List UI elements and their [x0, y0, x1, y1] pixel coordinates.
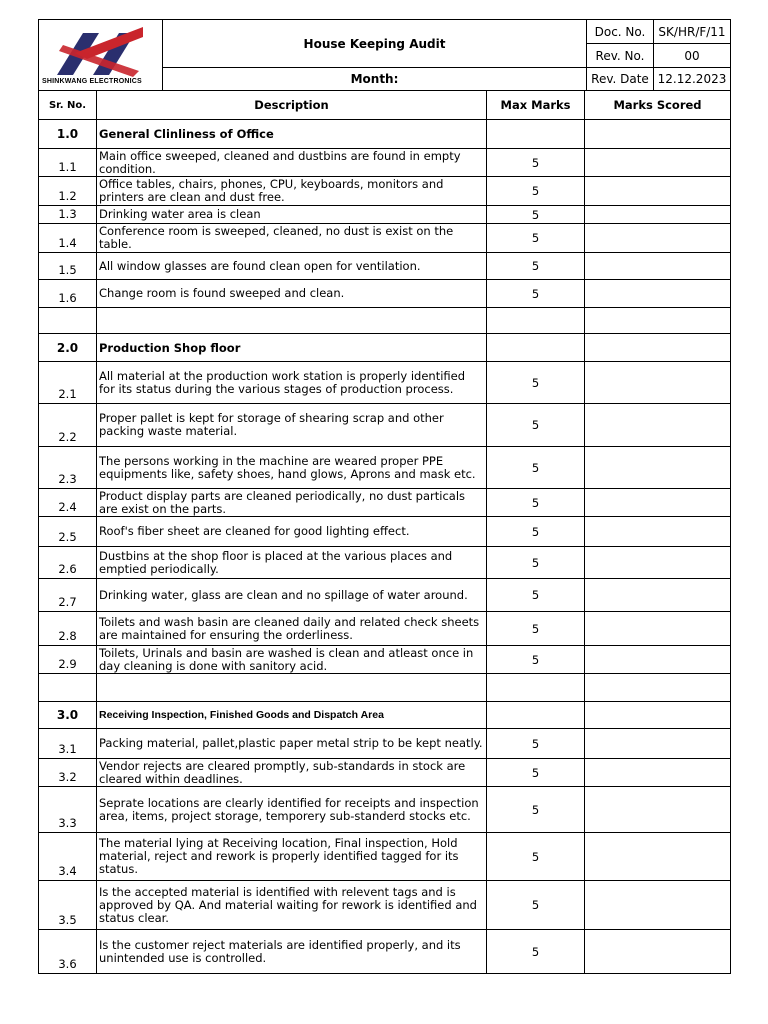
section-number: 2.0 — [39, 334, 97, 362]
blank-row — [39, 674, 731, 702]
item-description: All material at the production work station is properly identified for its status during the various stages of production process. — [97, 362, 487, 404]
marks-scored-cell[interactable] — [585, 224, 731, 253]
marks-scored-cell[interactable] — [585, 612, 731, 646]
item-description: Product display parts are cleaned periodically, no dust particals are exist on the parts. — [97, 489, 487, 517]
item-number: 1.5 — [39, 253, 97, 280]
item-number: 3.1 — [39, 729, 97, 759]
company-logo-icon — [53, 23, 149, 79]
marks-scored-cell[interactable] — [585, 702, 731, 729]
item-number: 1.6 — [39, 280, 97, 308]
max-marks-value: 5 — [487, 547, 585, 579]
item-number: 2.9 — [39, 646, 97, 674]
item-description: Seprate locations are clearly identified for receipts and inspection area, items, project storage, temporery sub-standerd stocks etc. — [97, 787, 487, 833]
item-number: 2.7 — [39, 579, 97, 612]
table-row — [39, 930, 731, 974]
item-description: All window glasses are found clean open for ventilation. — [97, 253, 487, 280]
max-marks-value: 5 — [487, 579, 585, 612]
col-header-sr: Sr. No. — [39, 91, 97, 120]
max-marks-cell — [487, 702, 585, 729]
marks-scored-cell[interactable] — [585, 362, 731, 404]
table-row — [39, 149, 731, 177]
rev-date-label: Rev. Date — [587, 68, 654, 91]
item-number: 3.5 — [39, 881, 97, 930]
table-row — [39, 224, 731, 253]
max-marks-value: 5 — [487, 489, 585, 517]
item-number: 1.3 — [39, 206, 97, 224]
table-row — [39, 253, 731, 280]
item-description: Is the accepted material is identified with relevent tags and is approved by QA. And material waiting for rework is identified and status clear. — [97, 881, 487, 930]
item-description: Proper pallet is kept for storage of shearing scrap and other packing waste material. — [97, 404, 487, 447]
marks-scored-cell[interactable] — [585, 489, 731, 517]
table-row — [39, 612, 731, 646]
max-marks-value: 5 — [487, 517, 585, 547]
table-row — [39, 833, 731, 881]
max-marks-value: 5 — [487, 206, 585, 224]
item-description: The persons working in the machine are weared proper PPE equipments like, safety shoes, hand glows, Aprons and mask etc. — [97, 447, 487, 489]
section-title: Production Shop floor — [97, 334, 487, 362]
audit-table — [38, 90, 731, 974]
max-marks-value: 5 — [487, 253, 585, 280]
table-row — [39, 489, 731, 517]
max-marks-value: 5 — [487, 404, 585, 447]
max-marks-value: 5 — [487, 224, 585, 253]
item-description: Is the customer reject materials are identified properly, and its unintended use is controlled. — [97, 930, 487, 974]
table-row — [39, 517, 731, 547]
item-number: 2.2 — [39, 404, 97, 447]
marks-scored-cell[interactable] — [585, 759, 731, 787]
marks-scored-cell[interactable] — [585, 579, 731, 612]
marks-scored-cell[interactable] — [585, 547, 731, 579]
section-row — [39, 334, 731, 362]
marks-scored-cell[interactable] — [585, 646, 731, 674]
marks-scored-cell[interactable] — [585, 120, 731, 149]
table-row — [39, 177, 731, 206]
max-marks-value: 5 — [487, 280, 585, 308]
section-title: General Clinliness of Office — [97, 120, 487, 149]
table-row — [39, 280, 731, 308]
section-row — [39, 702, 731, 729]
col-header-description: Description — [97, 91, 487, 120]
rev-date-value: 12.12.2023 — [654, 68, 731, 91]
item-number: 2.6 — [39, 547, 97, 579]
section-number: 1.0 — [39, 120, 97, 149]
max-marks-value: 5 — [487, 787, 585, 833]
marks-scored-cell[interactable] — [585, 930, 731, 974]
item-description: Dustbins at the shop floor is placed at the various places and emptied periodically. — [97, 547, 487, 579]
item-description: Conference room is sweeped, cleaned, no dust is exist on the table. — [97, 224, 487, 253]
marks-scored-cell[interactable] — [585, 334, 731, 362]
item-number: 2.4 — [39, 489, 97, 517]
marks-scored-cell[interactable] — [585, 177, 731, 206]
rev-no-label: Rev. No. — [587, 44, 654, 68]
table-row — [39, 404, 731, 447]
marks-scored-cell[interactable] — [585, 404, 731, 447]
section-number: 3.0 — [39, 702, 97, 729]
marks-scored-cell[interactable] — [585, 833, 731, 881]
item-number: 3.2 — [39, 759, 97, 787]
max-marks-cell — [487, 334, 585, 362]
marks-scored-cell[interactable] — [585, 206, 731, 224]
marks-scored-cell[interactable] — [585, 447, 731, 489]
max-marks-value: 5 — [487, 362, 585, 404]
table-row — [39, 447, 731, 489]
item-number: 2.3 — [39, 447, 97, 489]
blank-row — [39, 308, 731, 334]
table-row — [39, 206, 731, 224]
doc-no-label: Doc. No. — [587, 20, 654, 44]
item-number: 1.2 — [39, 177, 97, 206]
table-row — [39, 362, 731, 404]
max-marks-value: 5 — [487, 759, 585, 787]
marks-scored-cell[interactable] — [585, 517, 731, 547]
header-table — [38, 19, 731, 91]
max-marks-value: 5 — [487, 149, 585, 177]
doc-no-value: SK/HR/F/11 — [654, 20, 731, 44]
max-marks-value: 5 — [487, 833, 585, 881]
max-marks-value: 5 — [487, 729, 585, 759]
table-row — [39, 881, 731, 930]
column-header-row — [39, 91, 731, 120]
marks-scored-cell[interactable] — [585, 881, 731, 930]
max-marks-value: 5 — [487, 177, 585, 206]
item-description: Office tables, chairs, phones, CPU, keyboards, monitors and printers are clean and dust free. — [97, 177, 487, 206]
item-description: Toilets and wash basin are cleaned daily and related check sheets are maintained for ensuring the orderliness. — [97, 612, 487, 646]
col-header-max-marks: Max Marks — [487, 91, 585, 120]
item-description: Vendor rejects are cleared promptly, sub-standards in stock are cleared within deadlines. — [97, 759, 487, 787]
item-description: Packing material, pallet,plastic paper metal strip to be kept neatly. — [97, 729, 487, 759]
rev-no-value: 00 — [654, 44, 731, 68]
page-title: House Keeping Audit — [163, 20, 587, 68]
max-marks-value: 5 — [487, 646, 585, 674]
item-number: 2.8 — [39, 612, 97, 646]
item-description: Drinking water area is clean — [97, 206, 487, 224]
item-number: 3.3 — [39, 787, 97, 833]
item-number: 1.4 — [39, 224, 97, 253]
brand-name: SHINKWANG ELECTRONICS — [42, 78, 142, 85]
marks-scored-cell[interactable] — [585, 787, 731, 833]
item-description: Roof's fiber sheet are cleaned for good lighting effect. — [97, 517, 487, 547]
max-marks-value: 5 — [487, 881, 585, 930]
col-header-marks-scored: Marks Scored — [585, 91, 731, 120]
table-row — [39, 759, 731, 787]
marks-scored-cell[interactable] — [585, 729, 731, 759]
table-row — [39, 547, 731, 579]
item-description: Main office sweeped, cleaned and dustbins are found in empty condition. — [97, 149, 487, 177]
marks-scored-cell[interactable] — [585, 253, 731, 280]
marks-scored-cell[interactable] — [585, 280, 731, 308]
max-marks-value: 5 — [487, 612, 585, 646]
item-description: Change room is found sweeped and clean. — [97, 280, 487, 308]
table-row — [39, 646, 731, 674]
max-marks-value: 5 — [487, 930, 585, 974]
item-number: 3.4 — [39, 833, 97, 881]
item-number: 3.6 — [39, 930, 97, 974]
table-row — [39, 579, 731, 612]
table-row — [39, 787, 731, 833]
table-row — [39, 729, 731, 759]
item-number: 1.1 — [39, 149, 97, 177]
max-marks-value: 5 — [487, 447, 585, 489]
item-description: The material lying at Receiving location, Final inspection, Hold material, reject and rework is properly identified tagged for its status. — [97, 833, 487, 881]
section-row — [39, 120, 731, 149]
max-marks-cell — [487, 120, 585, 149]
month-label: Month: — [163, 68, 587, 91]
item-description: Drinking water, glass are clean and no spillage of water around. — [97, 579, 487, 612]
logo-cell — [39, 20, 163, 91]
item-number: 2.1 — [39, 362, 97, 404]
item-number: 2.5 — [39, 517, 97, 547]
marks-scored-cell[interactable] — [585, 149, 731, 177]
section-title: Receiving Inspection, Finished Goods and Dispatch Area — [97, 702, 487, 729]
item-description: Toilets, Urinals and basin are washed is clean and atleast once in day cleaning is done with sanitory acid. — [97, 646, 487, 674]
